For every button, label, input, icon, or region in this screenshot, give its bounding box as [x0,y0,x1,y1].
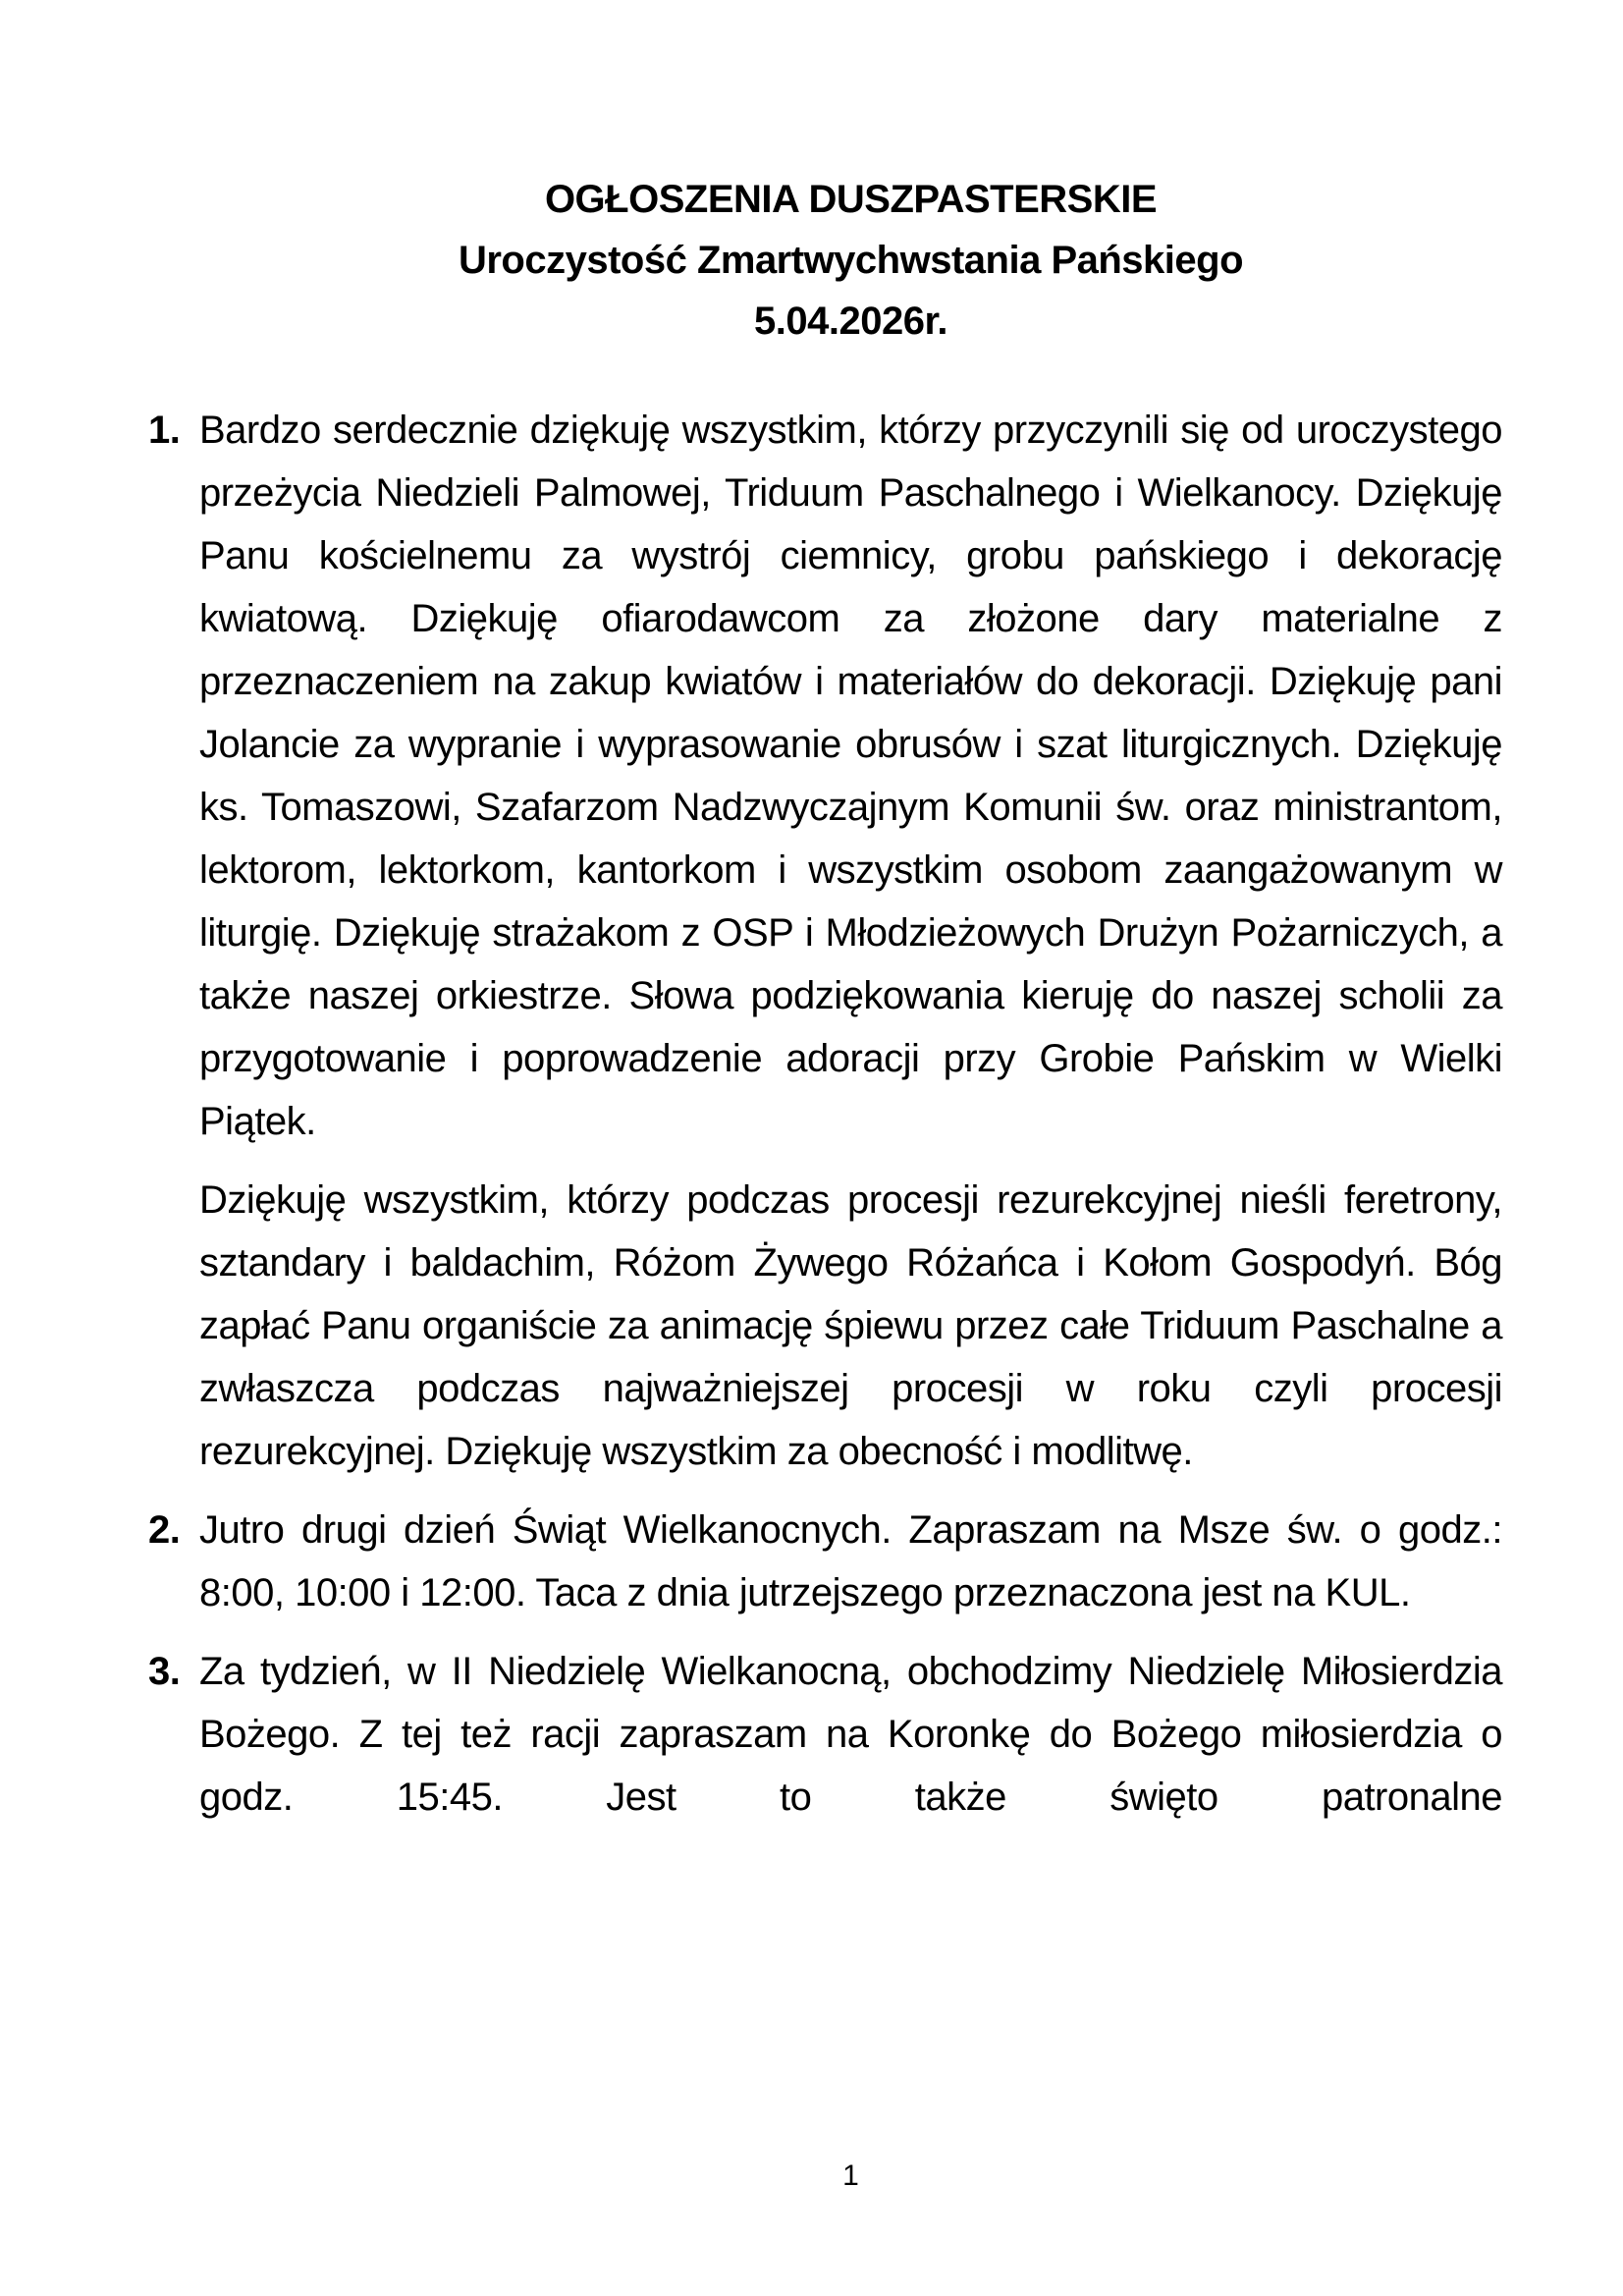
announcement-item [148,1640,1502,1829]
item-number: 3. [148,1650,181,1693]
announcement-paragraph: Bardzo serdecznie dziękuję wszystkim, którzy przyczynili się od uroczystego przeżycia Niedzieli Palmowej, Triduum Paschalnego i Wielkanocy. Dziękuję Panu kościelnemu za wystrój ciemnicy, grobu pańskiego i dekorację kwiatową. Dziękuję ofiarodawcom za złożone dary materialne z przeznaczeniem na zakup kwiatów i materiałów do dekoracji. Dziękuję pani Jolancie za wypranie i wyprasowanie obrusów i szat liturgicznych. Dziękuję ks. Tomaszowi, Szafarzom Nadzwyczajnym Komunii św. oraz ministrantom, lektorom, lektorkom, kantorkom i wszystkim osobom zaangażowanym w liturgię. Dziękuję strażakom z OSP i Młodzieżowych Drużyn Pożarniczych, a także naszej orkiestrze. Słowa podziękowania kieruję do naszej scholii za przygotowanie i poprowadzenie adoracji przy Grobie Pańskim w Wielki Piątek. [199,409,1502,1143]
document-header [199,169,1502,352]
page-date: 5.04.2026r. [754,300,947,343]
page-number: 1 [842,2159,859,2192]
announcement-paragraph: Za tydzień, w II Niedzielę Wielkanocną, obchodzimy Niedzielę Miłosierdzia Bożego. Z tej też racji zapraszam na Koronkę do Bożego miłosierdzia o godz. 15:45. Jest to także święto patronalne [199,1650,1502,1819]
page-subtitle: Uroczystość Zmartwychwstania Pańskiego [458,239,1244,282]
page-footer [199,2157,1502,2196]
announcement-item [148,399,1502,1483]
document-content [148,169,1502,1844]
announcement-paragraph: Dziękuję wszystkim, którzy podczas procesji rezurekcyjnej nieśli feretrony, sztandary i baldachim, Różom Żywego Różańca i Kołom Gospodyń. Bóg zapłać Panu organiście za animację śpiewu przez całe Triduum Paschalne a zwłaszcza podczas najważniejszej procesji w roku czyli procesji rezurekcyjnej. Dziękuję wszystkim za obecność i modlitwę. [199,1178,1502,1473]
item-number: 1. [148,409,181,452]
announcement-list [148,399,1502,1829]
item-number: 2. [148,1508,181,1552]
announcement-item [148,1499,1502,1624]
page-title: OGŁOSZENIA DUSZPASTERSKIE [544,178,1158,221]
announcement-paragraph: Jutro drugi dzień Świąt Wielkanocnych. Zapraszam na Msze św. o godz.: 8:00, 10:00 i 12:00. Taca z dnia jutrzejszego przeznaczona jest na KUL. [199,1508,1502,1614]
